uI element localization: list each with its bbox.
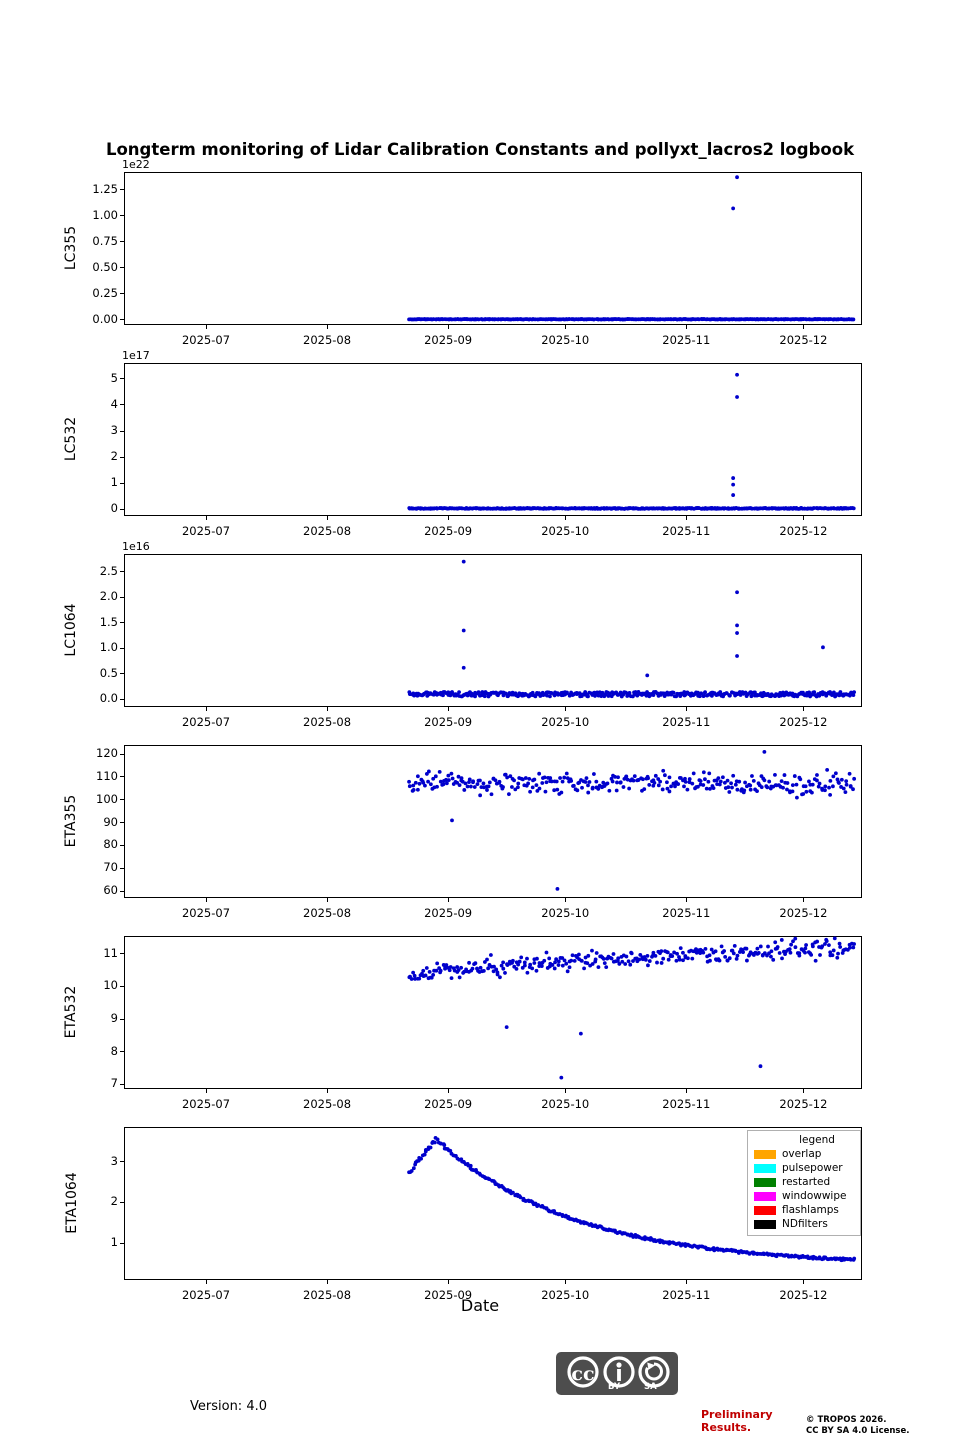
x-tick-label: 2025-12 [779,715,828,729]
ylabel-eta355: ETA355 [63,794,79,848]
legend-swatch-restarted [754,1178,776,1187]
x-tickmark [565,1280,566,1284]
x-tickmark [448,325,449,329]
y-tickmark [120,378,124,379]
x-tick-label: 2025-09 [424,333,473,347]
ylabel-eta532: ETA532 [63,985,79,1039]
legend-label-NDfilters: NDfilters [782,1217,828,1230]
x-tick-label: 2025-09 [424,715,473,729]
legend-item-overlap [754,1147,854,1161]
y-tickmark [120,845,124,846]
y-tick-label: 0.50 [92,259,118,274]
axes-lc355 [124,172,862,325]
x-tickmark [686,325,687,329]
y-tickmark [120,1161,124,1162]
x-tickmark [803,1089,804,1093]
x-tickmark [448,1089,449,1093]
x-tickmark [206,707,207,711]
x-tick-label: 2025-08 [303,333,352,347]
legend-swatch-overlap [754,1150,776,1159]
axes-lc532 [124,363,862,516]
y-tick-label: 7 [110,1076,118,1091]
x-tickmark [803,898,804,902]
y-tickmark [120,648,124,649]
x-tickmark [565,707,566,711]
copyright-line-2: CC BY SA 4.0 License. [806,1426,910,1436]
x-tickmark [448,516,449,520]
legend-item-NDfilters [754,1217,854,1231]
y-tick-label: 0 [110,501,118,516]
y-tickmark [120,189,124,190]
y-tickmark [120,1243,124,1244]
x-tickmark [206,898,207,902]
x-tickmark [803,325,804,329]
y-tick-label: 9 [110,1011,118,1025]
version-label: Version: 4.0 [190,1399,267,1414]
x-tickmark [803,707,804,711]
preliminary-line-1: Preliminary [701,1408,773,1421]
cc-license-badge [556,1352,678,1395]
x-tick-label: 2025-10 [541,715,590,729]
y-tickmark [120,822,124,823]
x-tickmark [686,707,687,711]
x-tickmark [565,898,566,902]
ylabel-lc532: LC532 [63,416,79,462]
x-tickmark [448,898,449,902]
y-tick-label: 10 [103,978,118,993]
offset-text-lc355: 1e22 [122,158,150,171]
x-tickmark [327,1280,328,1284]
offset-text-lc532: 1e17 [122,349,150,362]
cc-sa-label: SA [644,1382,657,1392]
y-tickmark [120,457,124,458]
legend-item-flashlamps [754,1203,854,1217]
y-tickmark [120,293,124,294]
legend-label-restarted: restarted [782,1175,831,1188]
legend [747,1130,861,1236]
x-tick-label: 2025-11 [662,524,711,538]
y-tickmark [120,799,124,800]
x-tickmark [327,707,328,711]
x-tick-label: 2025-08 [303,524,352,538]
x-tick-label: 2025-07 [181,715,231,729]
x-tickmark [448,1280,449,1284]
y-tickmark [120,1051,124,1052]
x-tickmark [206,516,207,520]
x-tickmark [686,898,687,902]
x-tick-label: 2025-10 [541,906,590,920]
x-tick-label: 2025-08 [303,906,352,920]
xlabel-date: Date [460,1296,500,1315]
y-tick-label: 2 [110,449,118,464]
y-tickmark [120,319,124,320]
x-tick-label: 2025-11 [662,333,711,347]
y-tickmark [120,571,124,572]
axes-eta532 [124,936,862,1089]
y-tick-label: 60 [103,883,118,898]
y-tickmark [120,215,124,216]
y-tick-label: 2 [110,1194,118,1209]
y-tickmark [120,776,124,777]
y-tick-label: 0.0 [99,691,118,706]
x-tickmark [327,325,328,329]
preliminary-line-2: Results. [701,1421,752,1434]
y-tick-label: 0.00 [92,311,118,326]
x-tick-label: 2025-09 [424,906,473,920]
y-tickmark [120,404,124,405]
x-tickmark [206,325,207,329]
x-tickmark [327,898,328,902]
y-tick-label: 120 [96,746,118,761]
y-tick-label: 1.00 [92,207,118,222]
y-tickmark [120,1084,124,1085]
legend-label-overlap: overlap [782,1147,822,1160]
x-tick-label: 2025-12 [779,906,828,920]
x-tick-label: 2025-11 [662,906,711,920]
x-tickmark [565,516,566,520]
y-tick-label: 90 [103,814,118,829]
x-tickmark [206,1089,207,1093]
x-tick-label: 2025-09 [424,524,473,538]
y-tick-label: 80 [103,837,118,852]
y-tick-label: 70 [103,860,118,875]
y-tickmark [120,431,124,432]
y-tick-label: 1 [110,1235,118,1250]
x-tickmark [686,1280,687,1284]
x-tick-label: 2025-08 [303,1288,352,1302]
legend-swatch-pulsepower [754,1164,776,1173]
y-tickmark [120,622,124,623]
svg-text:cc: cc [571,1363,595,1385]
legend-label-flashlamps: flashlamps [782,1203,839,1216]
y-tickmark [120,483,124,484]
x-tick-label: 2025-11 [662,1097,711,1111]
y-tickmark [120,868,124,869]
x-tickmark [803,1280,804,1284]
y-tick-label: 1.0 [99,640,118,655]
legend-item-restarted [754,1175,854,1189]
x-tick-label: 2025-07 [181,333,231,347]
x-tickmark [686,516,687,520]
x-tick-label: 2025-12 [779,1288,828,1302]
y-tick-label: 11 [103,945,118,960]
x-tick-label: 2025-08 [303,1097,352,1111]
legend-item-pulsepower [754,1161,854,1175]
y-tick-label: 110 [96,768,118,783]
y-tickmark [120,1019,124,1020]
y-tickmark [120,699,124,700]
y-tickmark [120,1202,124,1203]
x-tick-label: 2025-07 [181,906,231,920]
y-tick-label: 100 [96,791,118,806]
x-tick-label: 2025-09 [424,1097,473,1111]
copyright-note [806,1415,909,1437]
y-tick-label: 4 [110,396,118,411]
x-tick-label: 2025-11 [662,1288,711,1302]
x-tick-label: 2025-08 [303,715,352,729]
y-tickmark [120,267,124,268]
y-tick-label: 3 [110,1153,118,1168]
legend-label-windowwipe: windowwipe [782,1189,847,1202]
y-tickmark [120,597,124,598]
y-tick-label: 3 [110,423,118,437]
x-tick-label: 2025-07 [181,1288,231,1302]
y-tick-label: 0.5 [99,665,118,680]
x-tick-label: 2025-07 [181,524,231,538]
x-tick-label: 2025-10 [541,524,590,538]
y-tickmark [120,509,124,510]
legend-label-pulsepower: pulsepower [782,1161,843,1174]
legend-swatch-windowwipe [754,1192,776,1201]
y-tickmark [120,241,124,242]
y-tickmark [120,986,124,987]
copyright-line-1: © TROPOS 2026. [806,1415,887,1425]
y-tick-label: 8 [110,1043,118,1058]
x-tickmark [327,1089,328,1093]
y-tick-label: 5 [110,370,118,385]
x-tick-label: 2025-12 [779,524,828,538]
ylabel-lc355: LC355 [63,225,79,271]
y-tick-label: 2.0 [99,589,118,604]
y-tick-label: 1 [110,475,118,490]
y-tick-label: 1.25 [92,181,118,196]
figure-title: Longterm monitoring of Lidar Calibration Constants and pollyxt_lacros2 logbook [105,140,855,159]
axes-lc1064 [124,554,862,707]
x-tick-label: 2025-07 [181,1097,231,1111]
offset-text-lc1064: 1e16 [122,540,150,553]
x-tick-label: 2025-12 [779,333,828,347]
legend-swatch-flashlamps [754,1206,776,1215]
y-tick-label: 2.5 [99,563,118,578]
preliminary-results-note [701,1408,773,1434]
cc-by-label: BY [608,1382,621,1392]
x-tick-label: 2025-10 [541,1288,590,1302]
y-tickmark [120,891,124,892]
y-tickmark [120,953,124,954]
legend-swatch-NDfilters [754,1220,776,1229]
x-tickmark [448,707,449,711]
x-tickmark [686,1089,687,1093]
y-tickmark [120,754,124,755]
legend-title: legend [799,1134,835,1146]
ylabel-eta1064: ETA1064 [64,1172,80,1234]
axes-eta355 [124,745,862,898]
y-tickmark [120,673,124,674]
x-tick-label: 2025-12 [779,1097,828,1111]
x-tickmark [565,1089,566,1093]
x-tick-label: 2025-11 [662,715,711,729]
x-tickmark [565,325,566,329]
x-tickmark [803,516,804,520]
y-tick-label: 0.75 [92,233,118,248]
legend-item-windowwipe [754,1189,854,1203]
x-tickmark [327,516,328,520]
y-tick-label: 1.5 [99,614,118,629]
x-tick-label: 2025-10 [541,1097,590,1111]
x-tick-label: 2025-10 [541,333,590,347]
x-tickmark [206,1280,207,1284]
ylabel-lc1064: LC1064 [63,603,79,657]
x-tick-label: 2025-09 [424,1288,473,1302]
y-tick-label: 0.25 [92,285,118,300]
